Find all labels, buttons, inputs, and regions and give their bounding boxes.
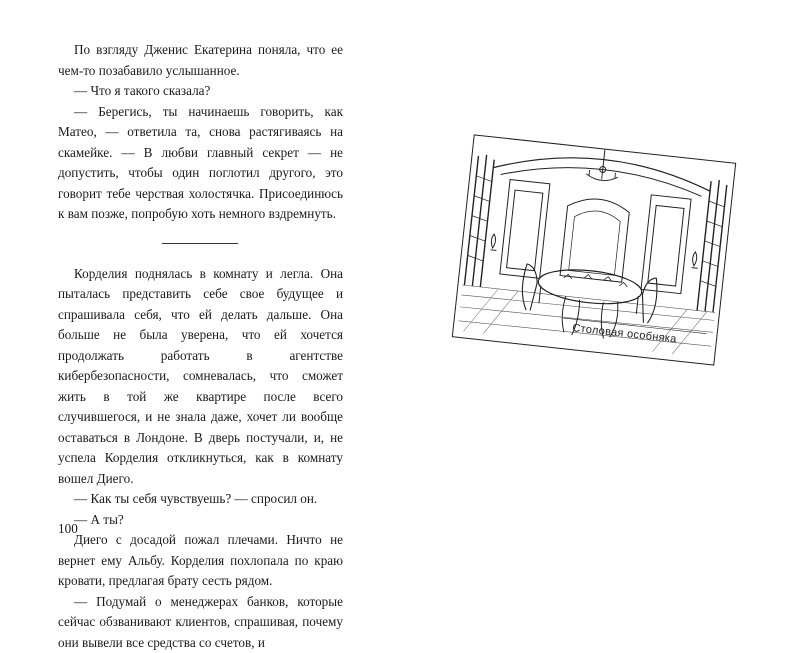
paragraph: — Что я такого сказала?: [58, 81, 343, 102]
section-separator: [162, 243, 238, 244]
paragraph: — Берегись, ты начинаешь говорить, как Матео, — ответила та, снова растягиваясь на скамейке. — В любви главный секрет — не допустить, чтобы один поглотил другого, это говорит тебе черствая холостячка. Присоединюсь к вам позже, попробую хоть немного вздремнуть.: [58, 102, 343, 225]
paragraph: — А ты?: [58, 510, 343, 531]
paragraph: Корделия поднялась в комнату и легла. Она пыталась представить себе свое будущее и спрашивала себя, что ей делать дальше. Она больше не была уверена, что ей хочется продолжать работать в агентстве кибербезопасности, сомневалась, что сможет жить в той же квартире после всего случившегося, и не знала даже, хочет ли вообще оставаться в Лондоне. В дверь постучали, и, не успела Корделия откликнуться, как в комнату вошел Диего.: [58, 264, 343, 490]
illustration-caption: Столовая особняка: [572, 322, 677, 345]
right-page: [400, 0, 800, 573]
paragraph: По взгляду Дженис Екатерина поняла, что ее чем-то позабавило услышанное.: [58, 40, 343, 81]
paragraph: Диего с досадой пожал плечами. Ничто не вернет ему Альбу. Корделия похлопала по краю кровати, предлагая брату сесть рядом.: [58, 530, 343, 592]
body-text: [58, 40, 343, 653]
paragraph: — Подумай о менеджерах банков, которые сейчас обзванивают клиентов, спрашивая, почему они вывели все средства со счетов, и: [58, 592, 343, 653]
paragraph: — Как ты себя чувствуешь? — спросил он.: [58, 489, 343, 510]
page-number: 100: [58, 521, 78, 537]
left-page: [0, 0, 400, 573]
illustration-card: [452, 134, 736, 365]
